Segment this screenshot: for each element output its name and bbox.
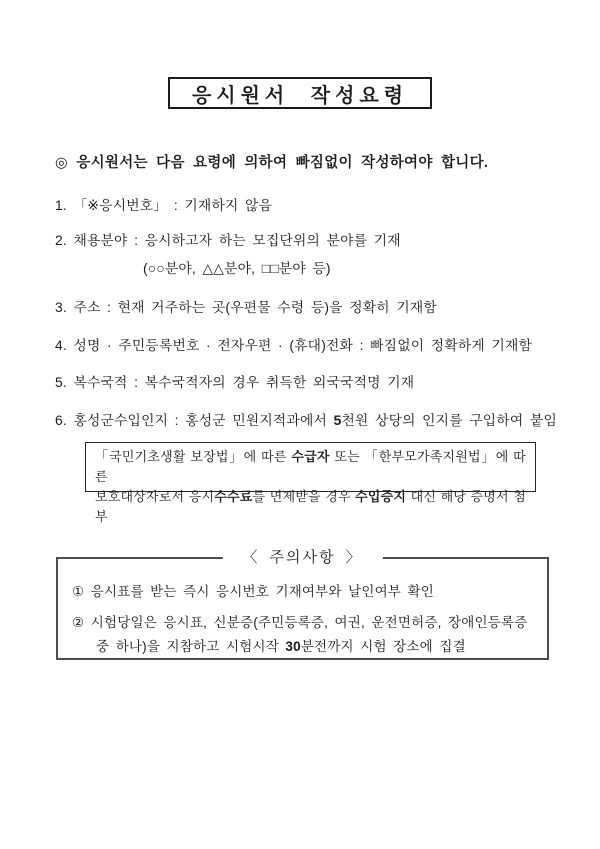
fee-note-text-4: 를 면제받을 경우: [252, 489, 356, 504]
guideline-item-1: 1. 「※응시번호」 : 기재하지 않음: [55, 198, 273, 213]
fee-note-recipient: 수급자: [291, 449, 330, 464]
fee-note-line-1: [95, 447, 526, 487]
guideline-item-6: [55, 409, 557, 429]
caution-item-2-minutes: 30: [285, 639, 301, 654]
guideline-item-6-text-end: 천원 상당의 인지를 구입하여 붙임: [341, 413, 557, 428]
guideline-item-6-text: 6. 홍성군수입인지 : 홍성군 민원지적과에서: [55, 413, 334, 428]
fee-exemption-note: [85, 442, 536, 524]
caution-item-2-line-1: ② 시험당일은 응시표, 신분증(주민등록증, 여권, 운전면허증, 장애인등록증: [72, 615, 528, 630]
guideline-item-4: 4. 성명 · 주민등록번호 · 전자우편 · (휴대)전화 : 빠짐없이 정확하게 기재함: [55, 338, 533, 353]
caution-heading: 〈 주의사항 〉: [222, 548, 382, 568]
fee-note-fee: 수수료: [214, 489, 253, 504]
fee-note-text-5: 대신 해당 증명서 첨부: [95, 489, 526, 524]
fee-note-text-2: 또는 「한부모가족지원법」에 따른: [95, 449, 526, 484]
caution-item-2-text: 중 하나)을 지참하고 시험시작: [96, 639, 286, 654]
fee-note-text: 「국민기초생활 보장법」에 따른: [95, 449, 292, 464]
fee-note-line-2: [95, 487, 526, 527]
fee-note-text-3: 보호대상자로서 응시: [95, 489, 215, 504]
caution-item-1: ① 응시표를 받는 즉시 응시번호 기재여부와 날인여부 확인: [72, 584, 434, 599]
caution-item-2-line-2: [96, 635, 466, 655]
guideline-item-5: 5. 복수국적 : 복수국적자의 경우 취득한 외국국적명 기재: [55, 375, 415, 390]
caution-item-2-text-end: 분전까지 시험 장소에 집결: [300, 639, 466, 654]
guideline-item-6-amount: 5: [333, 413, 342, 428]
page-title: 응시원서 작성요령: [191, 84, 409, 107]
guideline-item-3: 3. 주소 : 현재 거주하는 곳(우편물 수령 등)을 정확히 기재함: [55, 300, 437, 315]
guideline-item-2-sub: (○○분야, △△분야, □□분야 등): [143, 261, 331, 276]
fee-note-stamp: 수입증지: [355, 489, 407, 504]
title-box: [168, 77, 432, 109]
caution-box: [56, 549, 549, 660]
guideline-item-2: 2. 채용분야 : 응시하고자 하는 모집단위의 분야를 기재: [55, 233, 401, 248]
intro-statement: ◎ 응시원서는 다음 요령에 의하여 빠짐없이 작성하여야 합니다.: [55, 155, 489, 171]
